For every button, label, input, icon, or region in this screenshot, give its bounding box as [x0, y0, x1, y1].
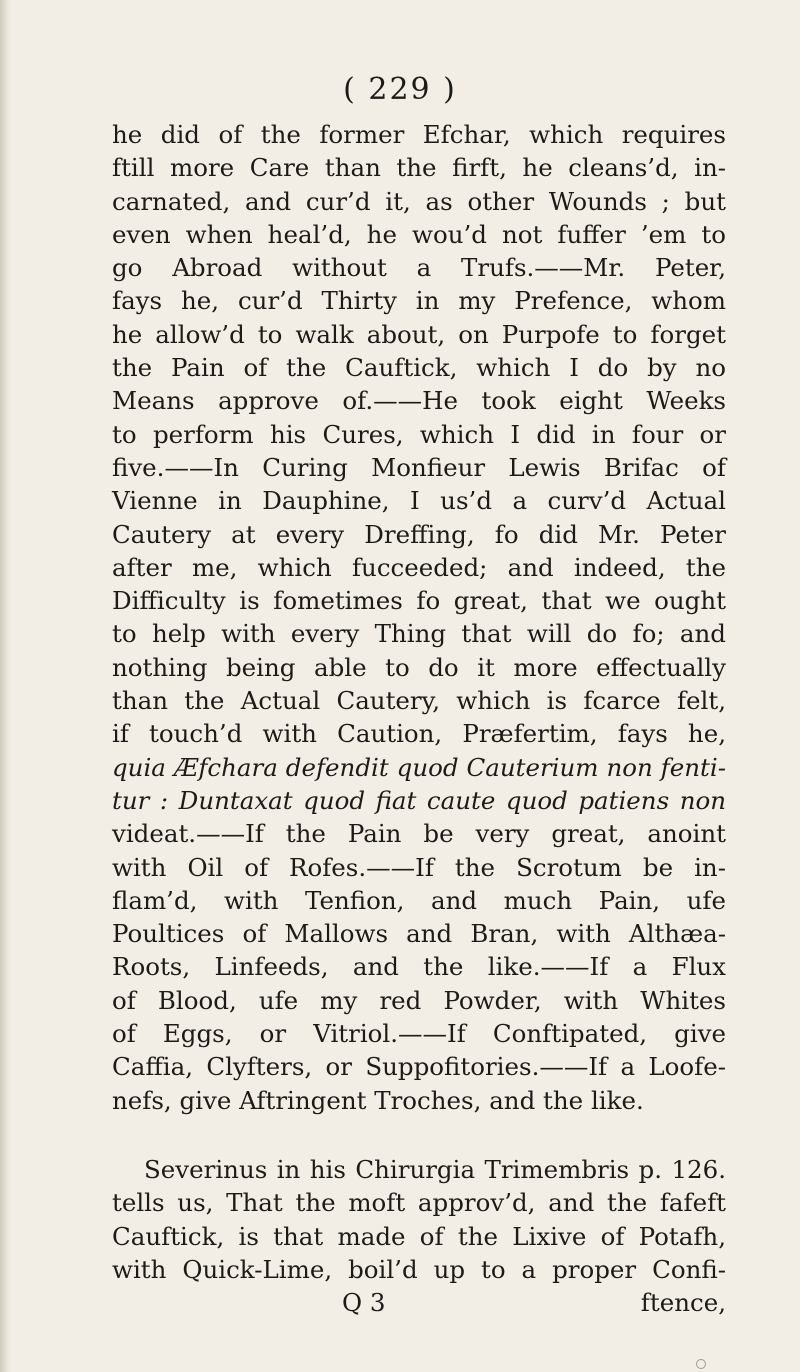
text-line: nefs, give Aftringent Troches, and the like.	[112, 1085, 644, 1115]
text-line: videat.——If the Pain be very great, anoint	[112, 819, 726, 849]
paragraph-1	[112, 118, 726, 1117]
text-line: carnated, and cur’d it, as other Wounds ; but	[112, 186, 726, 216]
text-line: Severinus in his Chirurgia Trimembris p. 126.	[144, 1154, 726, 1184]
text-line: after me, which fucceeded; and indeed, the	[112, 552, 726, 582]
text-line: fays he, cur’d Thirty in my Prefence, whom	[112, 286, 726, 316]
paragraph-gap	[112, 1117, 726, 1153]
paper-blemish	[696, 1359, 706, 1369]
text-line: with Oil of Rofes.——If the Scrotum be in-	[112, 852, 726, 882]
text-line: to help with every Thing that will do fo; and	[112, 619, 726, 649]
page-footer-line	[112, 1286, 726, 1319]
text-line: of Eggs, or Vitriol.——If Conftipated, give	[112, 1019, 726, 1049]
text-line: if touch’d with Caution, Præfertim, fays he,	[112, 719, 726, 749]
signature-mark: Q 3	[342, 1288, 386, 1318]
text-line: he did of the former Efchar, which requires	[112, 120, 726, 149]
page-edge-shadow	[0, 0, 12, 1372]
paragraph-2	[112, 1153, 726, 1286]
text-line: with Quick-Lime, boil’d up to a proper Confi-	[112, 1254, 726, 1284]
catchword: ftence,	[640, 1288, 726, 1318]
text-line: Cautery at every Dreffing, fo did Mr. Peter	[112, 519, 726, 549]
text-line: nothing being able to do it more effectually	[112, 652, 726, 682]
text-line: of Blood, ufe my red Powder, with Whites	[112, 985, 726, 1015]
text-line: quia Æfchara defendit quod Cauterium non fenti-	[112, 752, 726, 782]
text-line: Vienne in Dauphine, I us’d a curv’d Actual	[112, 486, 726, 516]
text-line: five.——In Curing Monfieur Lewis Brifac of	[112, 452, 726, 482]
body-text	[112, 118, 726, 1319]
text-line: flam’d, with Tenfion, and much Pain, ufe	[112, 885, 726, 915]
text-line: Cauftick, is that made of the Lixive of Potafh,	[112, 1221, 726, 1251]
text-line: than the Actual Cautery, which is fcarce felt,	[112, 686, 726, 716]
text-line: he allow’d to walk about, on Purpofe to forget	[112, 319, 726, 349]
text-line: go Abroad without a Trufs.——Mr. Peter,	[112, 253, 726, 283]
text-line: Difficulty is fometimes fo great, that we ought	[112, 586, 726, 616]
page-number: ( 229 )	[343, 72, 457, 107]
text-line: tur : Duntaxat quod fiat caute quod patiens non	[112, 785, 726, 815]
text-line: ftill more Care than the firft, he cleans’d, in-	[112, 153, 726, 183]
text-line: to perform his Cures, which I did in four or	[112, 419, 726, 449]
text-line: Poultices of Mallows and Bran, with Althæa-	[112, 919, 726, 949]
text-line: even when heal’d, he wou’d not fuffer ’em to	[112, 219, 726, 249]
text-line: the Pain of the Cauftick, which I do by no	[112, 353, 726, 383]
text-line: Caffia, Clyfters, or Suppofitories.——If a Loofe-	[112, 1052, 726, 1082]
text-line: Roots, Linfeeds, and the like.——If a Flux	[112, 952, 726, 982]
text-line: Means approve of.——He took eight Weeks	[112, 386, 726, 416]
text-line: tells us, That the moft approv’d, and the fafeft	[112, 1188, 726, 1218]
